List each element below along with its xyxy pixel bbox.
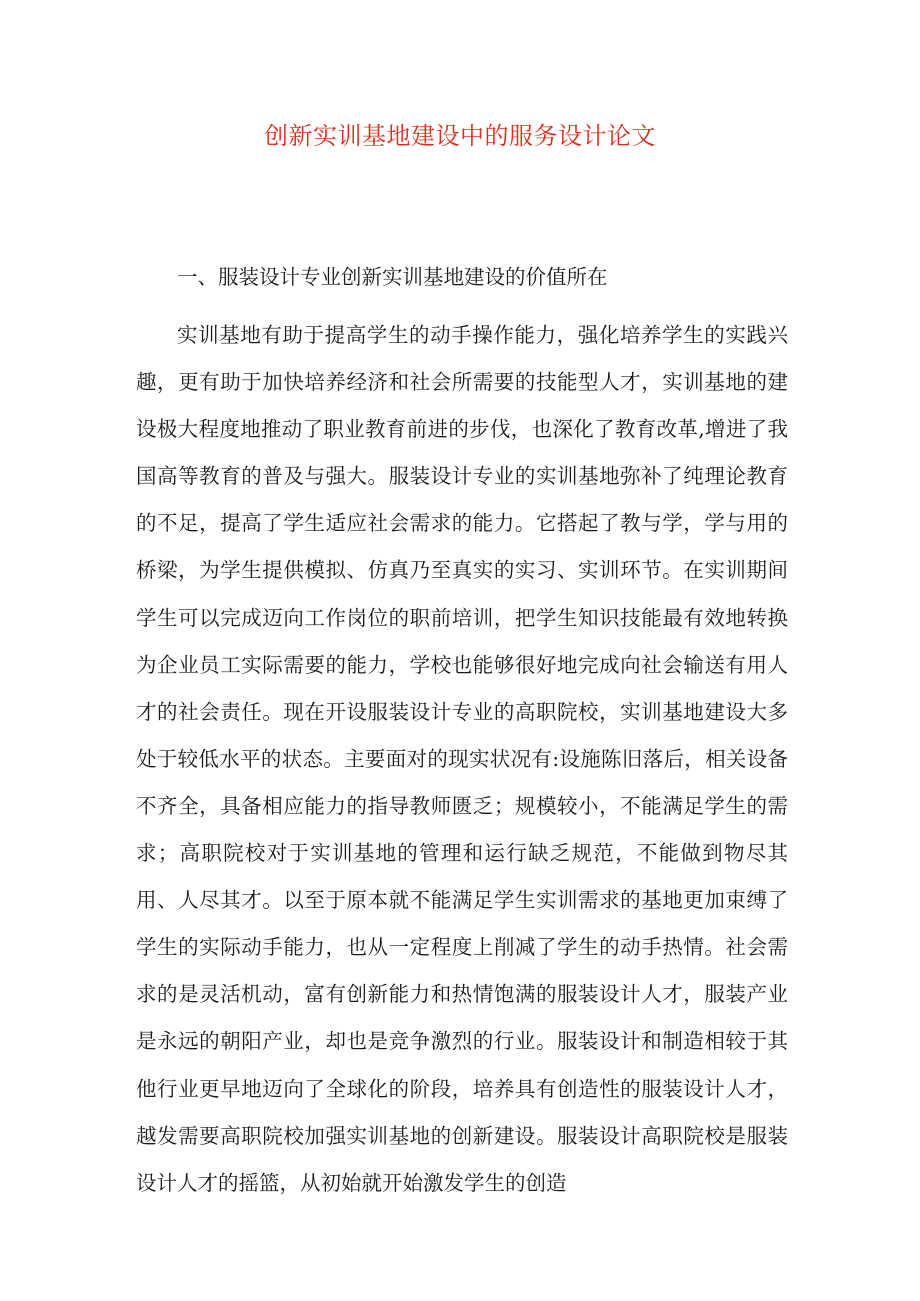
body-paragraph: 实训基地有助于提高学生的动手操作能力，强化培养学生的实践兴趣，更有助于加快培养经济和社会所需要的技能型人才，实训基地的建设极大程度地推动了职业教育前进的步伐，也深化了教育改革,增进了我国高等教育的普及与强大。服装设计专业的实训基地弥补了纯理论教育的不足，提高了学生适应社会需求的能力。它搭起了教与学，学与用的桥梁，为学生提供模拟、仿真乃至真实的实习、实训环节。在实训期间学生可以完成迈向工作岗位的职前培训，把学生知识技能最有效地转换为企业员工实际需要的能力，学校也能够很好地完成向社会输送有用人才的社会责任。现在开设服装设计专业的高职院校，实训基地建设大多处于较低水平的状态。主要面对的现实状况有:设施陈旧落后，相关设备不齐全，具备相应能力的指导教师匮乏；规模较小，不能满足学生的需求；高职院校对于实训基地的管理和运行缺乏规范，不能做到物尽其用、人尽其才。以至于原本就不能满足学生实训需求的基地更加束缚了学生的实际动手能力，也从一定程度上削减了学生的动手热情。社会需求的是灵活机动，富有创新能力和热情饱满的服装设计人才，服装产业是永远的朝阳产业，却也是竞争激烈的行业。服装设计和制造相较于其他行业更早地迈向了全球化的阶段，培养具有创造性的服装设计人才，越发需要高职院校加强实训基地的创新建设。服装设计高职院校是服装设计人才的摇篮，从初始就开始激发学生的创造 bbox=[136, 323, 788, 1195]
section-heading: 一、服装设计专业创新实训基地建设的价值所在 bbox=[177, 265, 608, 289]
document-title: 创新实训基地建设中的服务设计论文 bbox=[264, 122, 656, 150]
